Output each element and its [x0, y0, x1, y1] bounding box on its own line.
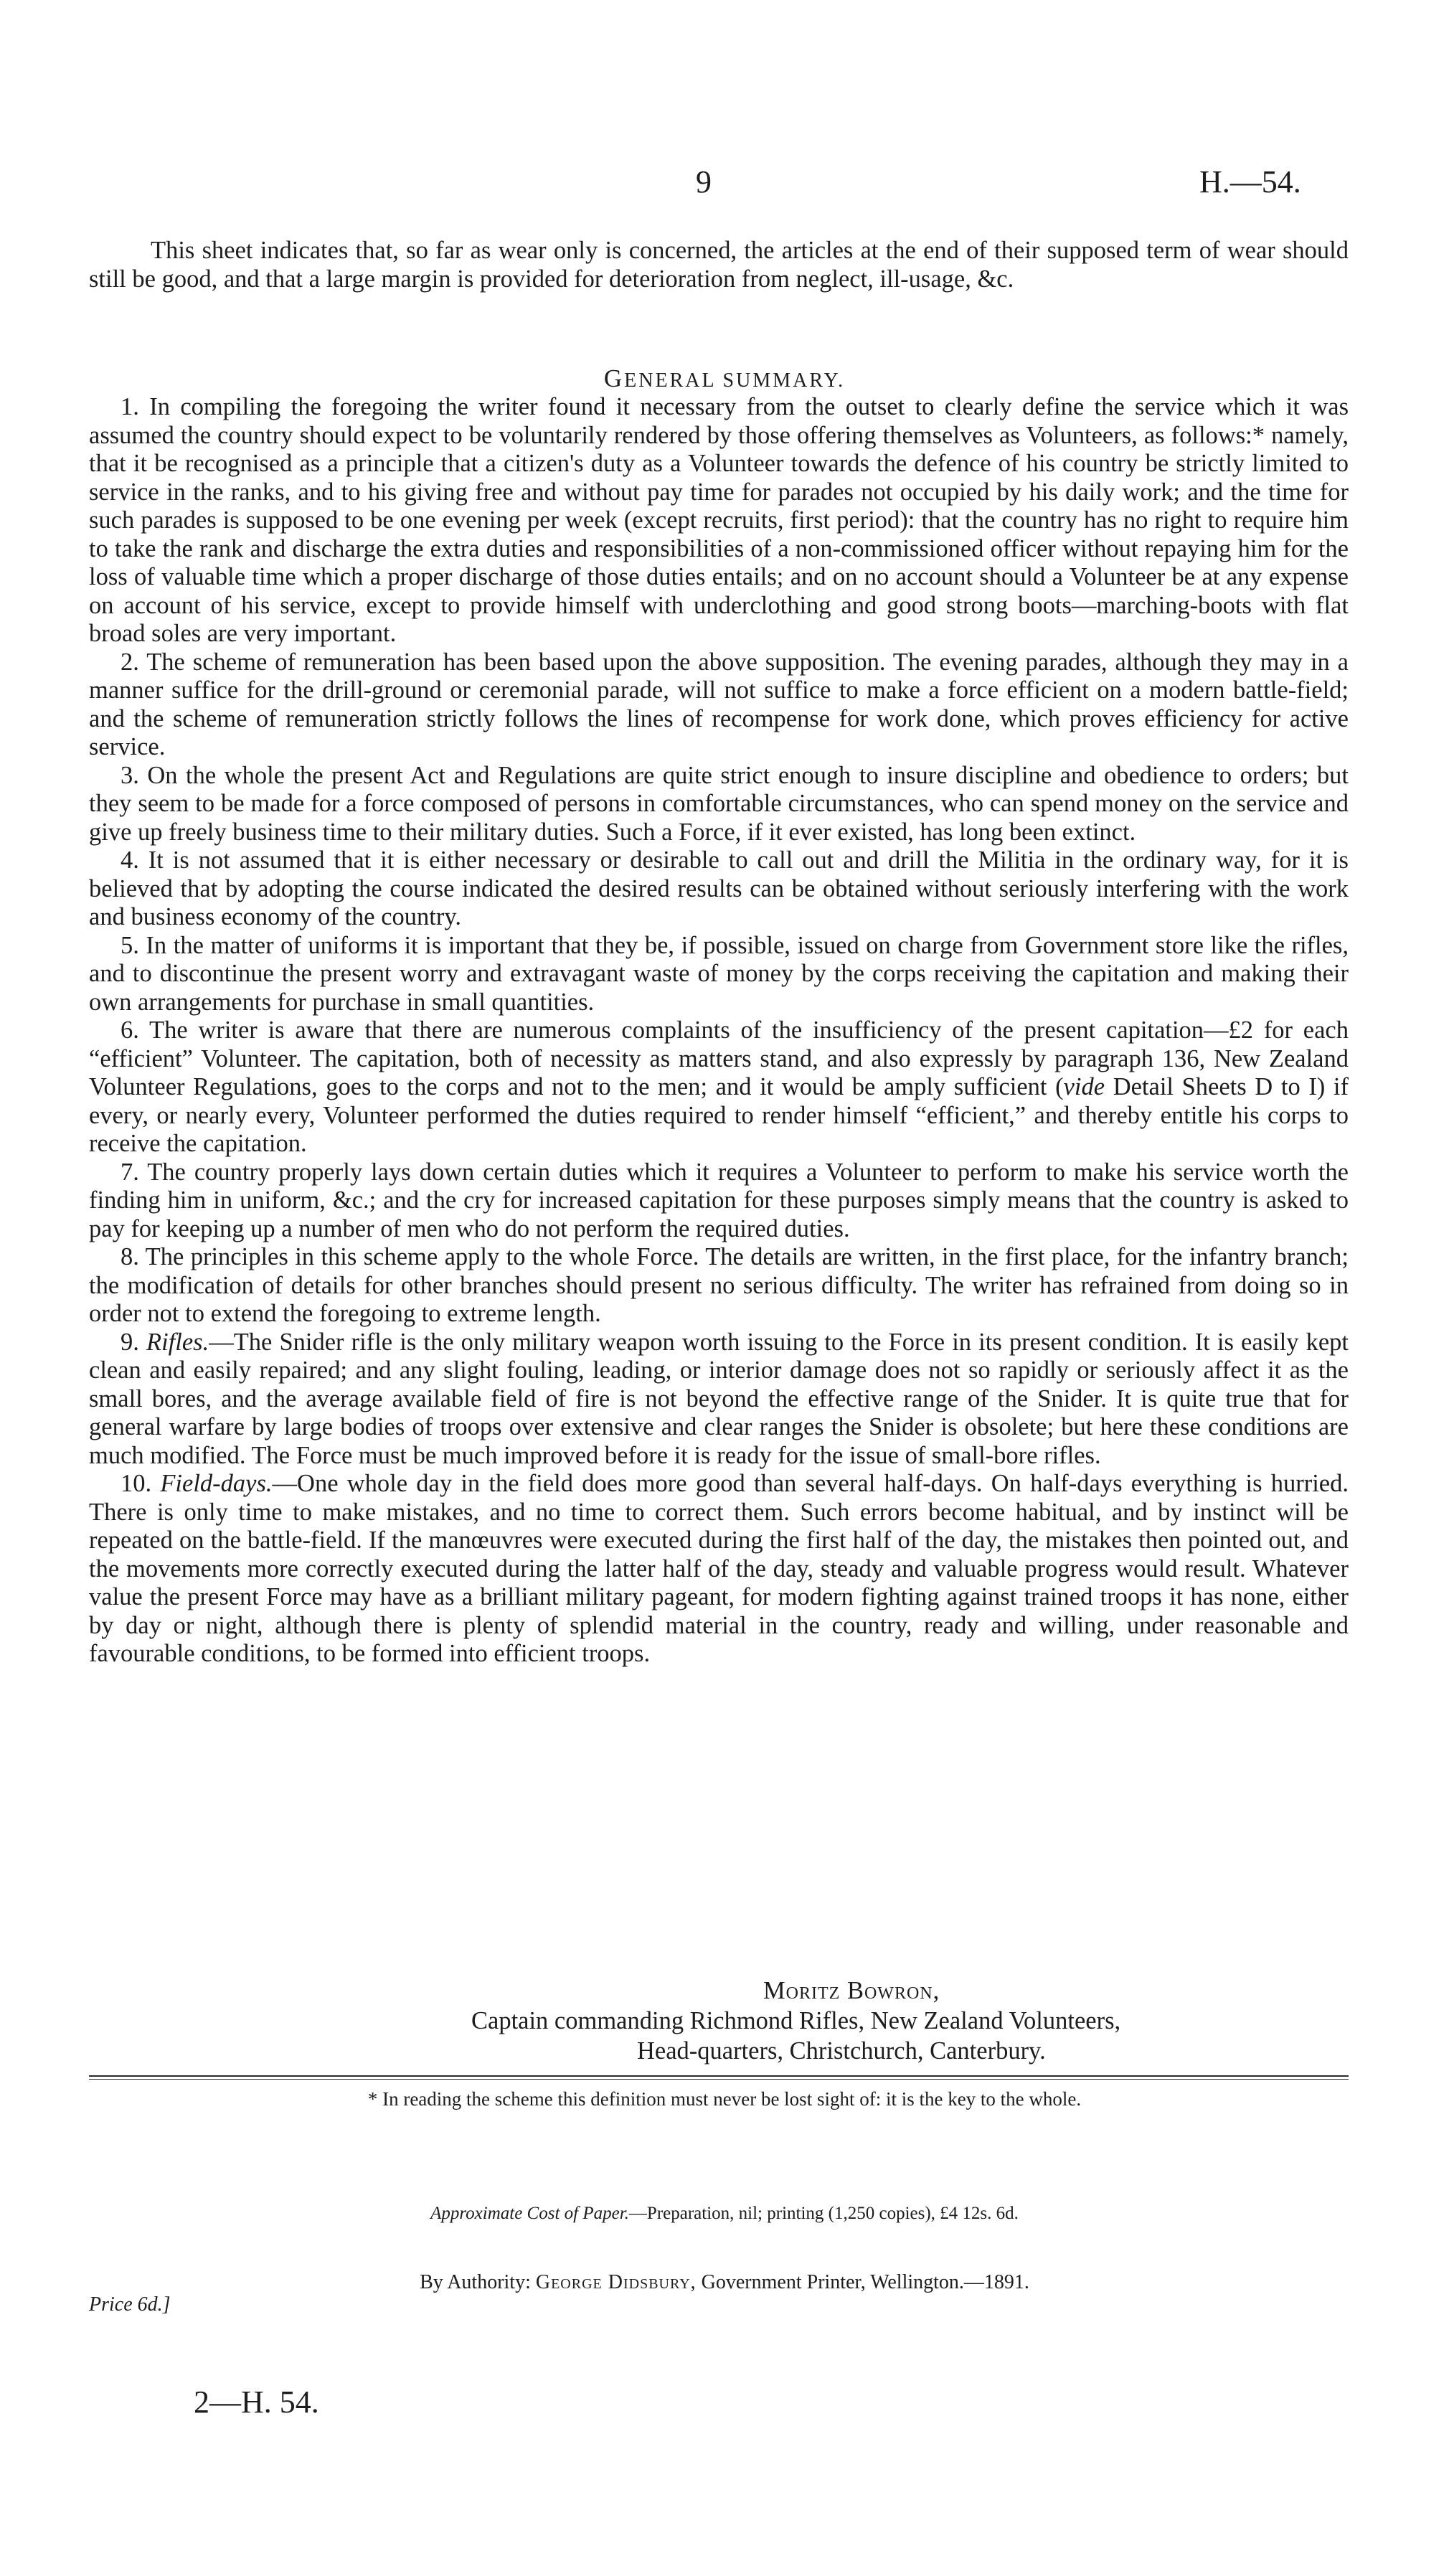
- paragraph-7: 7. The country properly lays down certain duties which it requires a Volunteer to perform to make his service worth the finding him in uniform, &c.; and the cry for increased capitation for these purposes simply means that the country is asked to pay for keeping up a number of men who do not perform the required duties.: [89, 1158, 1349, 1242]
- signature-place: Head-quarters, Christchurch, Canterbury.: [637, 2037, 1046, 2065]
- paragraph-9: 9. Rifles.—The Snider rifle is the only military weapon worth issuing to the Force in its present condition. It is easily kept clean and easily repaired; and any slight fouling, leading, or interior damage does not so rapidly or seriously affect it as the small bores, and the average available field of fire is not beyond the effective range of the Snider. It is quite true that for general warfare by large bodies of troops over extensive and clear ranges the Snider is obsolete; but here these conditions are much modified. The Force must be much improved before it is ready for the issue of small-bore rifles.: [89, 1328, 1349, 1469]
- signature-name: Moritz Bowron,: [763, 1977, 940, 2004]
- printer-imprint: [0, 2271, 1449, 2294]
- authority-suffix: Government Printer, Wellington.—1891.: [701, 2271, 1029, 2293]
- paragraph-5: 5. In the matter of uniforms it is important that they be, if possible, issued on charge from Government store like the rifles, and to discontinue the present worry and extravagant waste of money by the corps receiving the capitation and making their own arrangements for purchase in small quantities.: [89, 931, 1349, 1016]
- footnote-divider: [89, 2075, 1349, 2077]
- paragraph-3: 3. On the whole the present Act and Regulations are quite strict enough to insure discipline and obedience to orders; but they seem to be made for a force composed of persons in comfortable circumstances, who can spend money on the service and give up freely business time to their military duties. Such a Force, if it ever existed, has long been extinct.: [89, 761, 1349, 846]
- price: Price 6d.]: [89, 2293, 171, 2316]
- cost-label: Approximate Cost of Paper.: [430, 2204, 629, 2223]
- intro-text: [89, 237, 1349, 293]
- footnote: * In reading the scheme this definition must never be lost sight of: it is the key to the whole.: [367, 2088, 1082, 2110]
- sheet-reference: 2—H. 54.: [194, 2384, 319, 2420]
- paragraph-2: 2. The scheme of remuneration has been based upon the above supposition. The evening parades, although they may in a manner suffice for the drill-ground or ceremonial parade, will not suffice to make a force efficient on a modern battle-field; and the scheme of remuneration strictly follows the lines of recompense for work done, which proves efficiency for active service.: [89, 648, 1349, 760]
- cost-of-paper: [0, 2204, 1449, 2224]
- document-reference: H.—54.: [1199, 164, 1301, 199]
- summary-paragraphs: [89, 393, 1349, 1669]
- signature-title: Captain commanding Richmond Rifles, New Zealand Volunteers,: [471, 2007, 1121, 2034]
- section-heading: GENERAL SUMMARY.: [603, 364, 846, 392]
- paragraph-1: 1. In compiling the foregoing the writer found it necessary from the outset to clearly define the service which it was assumed the country should expect to be voluntarily rendered by those offering themselves as Volunteers, as follows:* namely, that it be recognised as a principle that a citizen's duty as a Volunteer towards the defence of his country be strictly limited to service in the ranks, and to his giving free and without pay time for parades not occupied by his daily work; and the time for such parades is supposed to be one evening per week (except recruits, first period): that the country has no right to require him to take the rank and discharge the extra duties and responsibilities of a non-commissioned officer without repaying him for the loss of valuable time which a proper discharge of those duties entails; and on no account should a Volunteer be at any expense on account of his service, except to provide himself with underclothing and good strong boots—marching-boots with flat broad soles are very important.: [89, 393, 1349, 647]
- intro-paragraph: This sheet indicates that, so far as wear only is concerned, the articles at the end of their supposed term of wear should still be good, and that a large margin is provided for deterioration from neglect, ill-usage, &c.: [89, 237, 1349, 293]
- footnote-divider-thin: [89, 2079, 1349, 2080]
- paragraph-6: 6. The writer is aware that there are numerous complaints of the insufficiency of the present capitation—£2 for each “efficient” Volunteer. The capitation, both of necessity as matters stand, and also expressly by paragraph 136, New Zealand Volunteer Regulations, goes to the corps and not to the men; and it would be amply sufficient (vide Detail Sheets D to I) if every, or nearly every, Volunteer performed the duties required to render himself “efficient,” and thereby entitle his corps to receive the capitation.: [89, 1016, 1349, 1157]
- page-number: 9: [696, 164, 712, 199]
- printer-name: George Didsbury,: [535, 2271, 697, 2293]
- authority-prefix: By Authority:: [420, 2271, 531, 2293]
- cost-detail: —Preparation, nil; printing (1,250 copies), £4 12s. 6d.: [628, 2204, 1019, 2223]
- paragraph-10: 10. Field-days.—One whole day in the field does more good than several half-days. On half-days everything is hurried. There is only time to make mistakes, and no time to correct them. Such errors become habitual, and by instinct will be repeated on the battle-field. If the manœuvres were executed during the first half of the day, the mistakes then pointed out, and the movements more correctly executed during the latter half of the day, steady and valuable progress would result. Whatever value the present Force may have as a brilliant military pageant, for modern fighting against trained troops it has none, either by day or night, although there is plenty of splendid material in the country, ready and willing, under reasonable and favourable conditions, to be formed into efficient troops.: [89, 1470, 1349, 1667]
- paragraph-8: 8. The principles in this scheme apply to the whole Force. The details are written, in the first place, for the infantry branch; the modification of details for other branches should present no serious difficulty. The writer has refrained from doing so in order not to extend the foregoing to extreme length.: [89, 1243, 1349, 1327]
- paragraph-4: 4. It is not assumed that it is either necessary or desirable to call out and drill the Militia in the ordinary way, for it is believed that by adopting the course indicated the desired results can be obtained without seriously interfering with the work and business economy of the country.: [89, 846, 1349, 930]
